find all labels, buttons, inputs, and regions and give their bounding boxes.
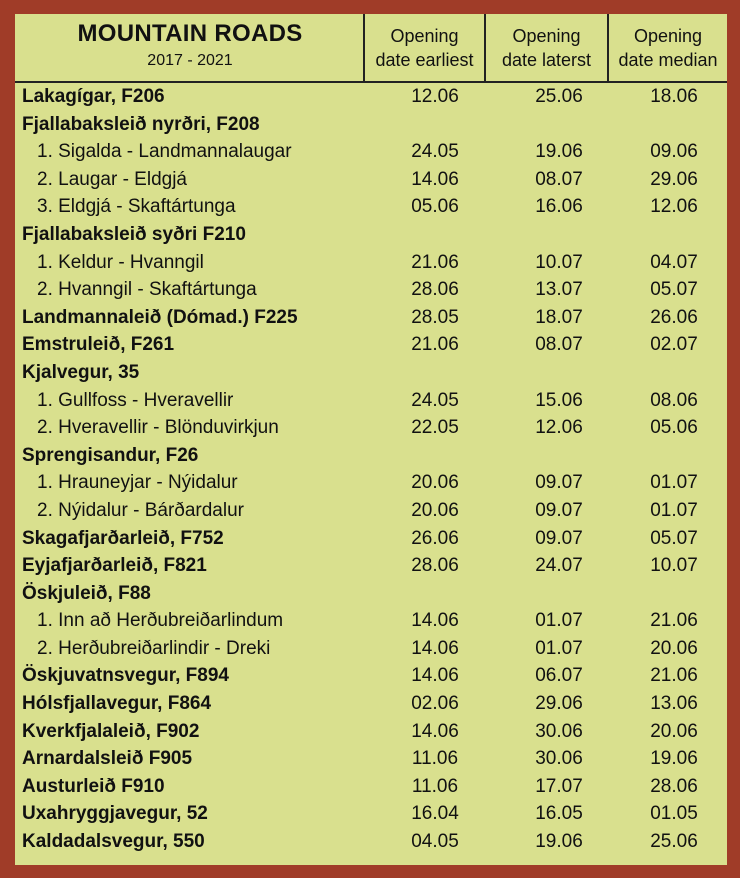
opening-latest: 12.06 <box>535 417 583 439</box>
table-row <box>15 223 727 251</box>
opening-median: 20.06 <box>650 637 698 659</box>
mountain-roads-table <box>15 14 727 865</box>
opening-median: 29.06 <box>650 168 698 190</box>
opening-earliest: 20.06 <box>411 472 459 494</box>
opening-median: 18.06 <box>650 86 698 107</box>
opening-latest: 30.06 <box>535 748 583 770</box>
table-row <box>15 113 727 141</box>
road-name: Fjallabaksleið syðri F210 <box>22 223 246 245</box>
table-row <box>15 692 727 720</box>
table-row <box>15 775 727 803</box>
table-row <box>15 195 727 223</box>
opening-median: 28.06 <box>650 775 698 797</box>
table-row <box>15 720 727 748</box>
opening-median: 05.07 <box>650 527 698 549</box>
opening-earliest: 20.06 <box>411 499 459 521</box>
opening-latest: 08.07 <box>535 168 583 190</box>
road-name: Landmannaleið (Dómad.) F225 <box>22 306 298 328</box>
opening-earliest: 11.06 <box>411 775 459 797</box>
road-name: Kaldadalsvegur, 550 <box>22 831 205 853</box>
opening-median: 25.06 <box>650 831 698 853</box>
road-name: Hólsfjallavegur, F864 <box>22 693 212 715</box>
table-row <box>15 333 727 361</box>
opening-median: 04.07 <box>650 251 698 273</box>
col-header-median-label: Opening date median <box>618 26 718 70</box>
opening-latest: 01.07 <box>535 610 583 632</box>
opening-earliest: 26.06 <box>411 527 459 549</box>
table-row <box>15 582 727 610</box>
opening-median: 05.06 <box>650 417 698 439</box>
col-header-latest-label: Opening date laterst <box>501 26 592 70</box>
opening-median: 21.06 <box>650 665 698 687</box>
road-name: Emstruleið, F261 <box>22 334 175 356</box>
table-years: 2017 - 2021 <box>147 52 233 69</box>
opening-earliest: 02.06 <box>411 693 459 715</box>
opening-earliest: 11.06 <box>411 748 459 770</box>
opening-latest: 08.07 <box>535 334 583 356</box>
opening-earliest: 21.06 <box>411 334 459 356</box>
opening-earliest: 14.06 <box>411 637 459 659</box>
opening-median: 01.07 <box>650 499 698 521</box>
road-name: 2. Laugar - Eldgjá <box>37 168 187 190</box>
opening-latest: 25.06 <box>535 86 583 107</box>
road-name: Fjallabaksleið nyrðri, F208 <box>22 113 260 135</box>
opening-earliest: 21.06 <box>411 251 459 273</box>
opening-median: 20.06 <box>650 720 698 742</box>
opening-earliest: 14.06 <box>411 610 459 632</box>
col-header-latest <box>486 24 607 72</box>
opening-earliest: 22.05 <box>411 417 459 439</box>
road-name: 1. Keldur - Hvanngil <box>37 251 204 273</box>
road-name: Arnardalsleið F905 <box>22 748 193 770</box>
opening-median: 05.07 <box>650 279 698 301</box>
road-name: Sprengisandur, F26 <box>22 444 199 466</box>
opening-latest: 24.07 <box>535 555 583 577</box>
table-row <box>15 664 727 692</box>
opening-median: 02.07 <box>650 334 698 356</box>
opening-median: 08.06 <box>650 389 698 411</box>
col-header-median <box>609 24 727 72</box>
road-name: 2. Hvanngil - Skaftártunga <box>37 279 257 301</box>
table-row <box>15 444 727 472</box>
opening-median: 01.07 <box>650 472 698 494</box>
road-name: 1. Gullfoss - Hveravellir <box>37 389 234 411</box>
table-row <box>15 527 727 555</box>
road-name: 2. Herðubreiðarlindir - Dreki <box>37 637 271 659</box>
opening-earliest: 14.06 <box>411 168 459 190</box>
opening-latest: 29.06 <box>535 693 583 715</box>
opening-latest: 18.07 <box>535 306 583 328</box>
road-name: 2. Hveravellir - Blönduvirkjun <box>37 417 279 439</box>
table-row <box>15 609 727 637</box>
table-row <box>15 802 727 830</box>
road-name: 1. Inn að Herðubreiðarlindum <box>37 610 284 632</box>
table-title: MOUNTAIN ROADS <box>77 20 303 47</box>
header-underline <box>15 81 727 83</box>
opening-latest: 17.07 <box>535 775 583 797</box>
road-name: Kjalvegur, 35 <box>22 361 140 383</box>
opening-median: 21.06 <box>650 610 698 632</box>
table-row <box>15 251 727 279</box>
table-row <box>15 168 727 196</box>
opening-latest: 10.07 <box>535 251 583 273</box>
road-name: 1. Hrauneyjar - Nýidalur <box>37 472 238 494</box>
road-name: Kverkfjalaleið, F902 <box>22 720 200 742</box>
opening-earliest: 04.05 <box>411 831 459 853</box>
road-name: Uxahryggjavegur, 52 <box>22 803 208 825</box>
road-name: 3. Eldgjá - Skaftártunga <box>37 196 236 218</box>
opening-earliest: 24.05 <box>411 141 459 163</box>
table-row <box>15 85 727 113</box>
opening-latest: 15.06 <box>535 389 583 411</box>
opening-latest: 09.07 <box>535 499 583 521</box>
table-row <box>15 554 727 582</box>
table-row <box>15 306 727 334</box>
opening-median: 09.06 <box>650 141 698 163</box>
table-body <box>15 85 727 858</box>
opening-earliest: 14.06 <box>411 720 459 742</box>
table-row <box>15 278 727 306</box>
road-name: Skagafjarðarleið, F752 <box>22 527 224 549</box>
table-row <box>15 747 727 775</box>
opening-earliest: 05.06 <box>411 196 459 218</box>
opening-earliest: 28.05 <box>411 306 459 328</box>
table-row <box>15 830 727 858</box>
opening-latest: 06.07 <box>535 665 583 687</box>
table-row <box>15 389 727 417</box>
opening-median: 19.06 <box>650 748 698 770</box>
opening-latest: 30.06 <box>535 720 583 742</box>
road-name: Lakagígar, F206 <box>22 86 165 107</box>
road-name: Austurleið F910 <box>22 775 165 797</box>
opening-latest: 19.06 <box>535 831 583 853</box>
road-name: 2. Nýidalur - Bárðardalur <box>37 499 244 521</box>
table-row <box>15 140 727 168</box>
table-row <box>15 416 727 444</box>
road-name: Öskjuvatnsvegur, F894 <box>22 665 229 687</box>
road-name: 1. Sigalda - Landmannalaugar <box>37 141 292 163</box>
opening-latest: 09.07 <box>535 472 583 494</box>
table-row <box>15 499 727 527</box>
opening-median: 26.06 <box>650 306 698 328</box>
table-row <box>15 471 727 499</box>
opening-median: 13.06 <box>650 693 698 715</box>
road-name: Eyjafjarðarleið, F821 <box>22 555 207 577</box>
opening-latest: 13.07 <box>535 279 583 301</box>
opening-earliest: 28.06 <box>411 555 459 577</box>
table-row <box>15 361 727 389</box>
opening-earliest: 24.05 <box>411 389 459 411</box>
opening-earliest: 12.06 <box>411 86 459 107</box>
table-row <box>15 637 727 665</box>
opening-median: 12.06 <box>650 196 698 218</box>
col-header-earliest-label: Opening date earliest <box>375 26 474 70</box>
opening-earliest: 28.06 <box>411 279 459 301</box>
road-name: Öskjuleið, F88 <box>22 582 151 604</box>
opening-latest: 19.06 <box>535 141 583 163</box>
col-header-earliest <box>365 24 484 72</box>
opening-latest: 09.07 <box>535 527 583 549</box>
opening-latest: 01.07 <box>535 637 583 659</box>
opening-median: 10.07 <box>650 555 698 577</box>
opening-earliest: 14.06 <box>411 665 459 687</box>
opening-latest: 16.05 <box>535 803 583 825</box>
opening-median: 01.05 <box>650 803 698 825</box>
opening-latest: 16.06 <box>535 196 583 218</box>
opening-earliest: 16.04 <box>411 803 459 825</box>
